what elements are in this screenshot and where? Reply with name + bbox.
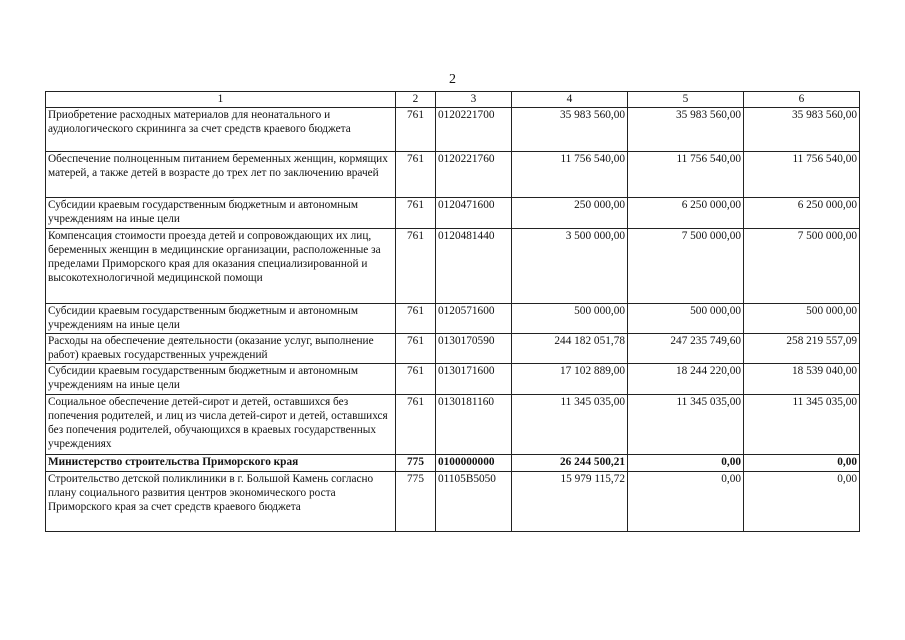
cell-csr: 0130181160 xyxy=(436,395,512,455)
cell-sum-3: 7 500 000,00 xyxy=(744,229,860,304)
table-row xyxy=(46,198,860,229)
table-row xyxy=(46,395,860,455)
cell-grbs: 761 xyxy=(396,229,436,304)
table-row xyxy=(46,304,860,334)
cell-sum-2: 0,00 xyxy=(628,455,744,472)
cell-sum-1: 35 983 560,00 xyxy=(512,108,628,152)
cell-grbs: 761 xyxy=(396,108,436,152)
cell-csr: 0120571600 xyxy=(436,304,512,334)
column-header-5: 5 xyxy=(628,92,744,108)
cell-grbs: 775 xyxy=(396,455,436,472)
cell-sum-1: 11 345 035,00 xyxy=(512,395,628,455)
cell-csr: 0130170590 xyxy=(436,334,512,364)
cell-sum-3: 0,00 xyxy=(744,472,860,532)
cell-name: Строительство детской поликлиники в г. Большой Камень согласно плану социального развития центров экономического роста Приморского края за счет средств краевого бюджета xyxy=(46,472,396,532)
cell-sum-1: 244 182 051,78 xyxy=(512,334,628,364)
cell-grbs: 761 xyxy=(396,334,436,364)
cell-grbs: 775 xyxy=(396,472,436,532)
cell-csr: 0120481440 xyxy=(436,229,512,304)
cell-csr: 0120221760 xyxy=(436,152,512,198)
budget-table xyxy=(45,91,860,532)
cell-grbs: 761 xyxy=(396,364,436,395)
cell-sum-3: 0,00 xyxy=(744,455,860,472)
cell-sum-2: 6 250 000,00 xyxy=(628,198,744,229)
column-header-3: 3 xyxy=(436,92,512,108)
cell-grbs: 761 xyxy=(396,198,436,229)
column-header-4: 4 xyxy=(512,92,628,108)
cell-sum-2: 11 345 035,00 xyxy=(628,395,744,455)
cell-csr: 01105B5050 xyxy=(436,472,512,532)
cell-name: Социальное обеспечение детей-сирот и детей, оставшихся без попечения родителей, и лиц из числа детей-сирот и детей, оставшихся без попечения родителей, обучающихся в краевых государственных учреждениях xyxy=(46,395,396,455)
cell-grbs: 761 xyxy=(396,304,436,334)
table-row-section-total xyxy=(46,455,860,472)
cell-name: Субсидии краевым государственным бюджетным и автономным учреждениям на иные цели xyxy=(46,304,396,334)
cell-sum-1: 500 000,00 xyxy=(512,304,628,334)
cell-csr: 0100000000 xyxy=(436,455,512,472)
cell-sum-1: 250 000,00 xyxy=(512,198,628,229)
column-header-1: 1 xyxy=(46,92,396,108)
cell-sum-1: 26 244 500,21 xyxy=(512,455,628,472)
cell-sum-3: 6 250 000,00 xyxy=(744,198,860,229)
cell-name: Субсидии краевым государственным бюджетным и автономным учреждениям на иные цели xyxy=(46,198,396,229)
cell-name: Приобретение расходных материалов для неонатального и аудиологического скрининга за счет средств краевого бюджета xyxy=(46,108,396,152)
cell-sum-3: 258 219 557,09 xyxy=(744,334,860,364)
cell-sum-1: 3 500 000,00 xyxy=(512,229,628,304)
cell-sum-1: 15 979 115,72 xyxy=(512,472,628,532)
cell-sum-3: 35 983 560,00 xyxy=(744,108,860,152)
table-row xyxy=(46,229,860,304)
table-row xyxy=(46,152,860,198)
page-number: 2 xyxy=(449,72,456,87)
cell-name: Обеспечение полноценным питанием беременных женщин, кормящих матерей, а также детей в возрасте до трех лет по заключению врачей xyxy=(46,152,396,198)
cell-name: Расходы на обеспечение деятельности (оказание услуг, выполнение работ) краевых государственных учреждений xyxy=(46,334,396,364)
cell-grbs: 761 xyxy=(396,395,436,455)
cell-sum-3: 11 345 035,00 xyxy=(744,395,860,455)
cell-csr: 0120471600 xyxy=(436,198,512,229)
cell-csr: 0130171600 xyxy=(436,364,512,395)
cell-name: Министерство строительства Приморского края xyxy=(46,455,396,472)
cell-sum-2: 11 756 540,00 xyxy=(628,152,744,198)
cell-sum-2: 18 244 220,00 xyxy=(628,364,744,395)
table-body xyxy=(46,108,860,532)
cell-sum-3: 11 756 540,00 xyxy=(744,152,860,198)
cell-sum-3: 500 000,00 xyxy=(744,304,860,334)
cell-sum-2: 0,00 xyxy=(628,472,744,532)
cell-sum-2: 7 500 000,00 xyxy=(628,229,744,304)
cell-name: Субсидии краевым государственным бюджетным и автономным учреждениям на иные цели xyxy=(46,364,396,395)
column-header-6: 6 xyxy=(744,92,860,108)
cell-sum-1: 11 756 540,00 xyxy=(512,152,628,198)
cell-sum-3: 18 539 040,00 xyxy=(744,364,860,395)
table-row xyxy=(46,364,860,395)
cell-csr: 0120221700 xyxy=(436,108,512,152)
table-row xyxy=(46,108,860,152)
cell-sum-2: 247 235 749,60 xyxy=(628,334,744,364)
cell-grbs: 761 xyxy=(396,152,436,198)
cell-sum-2: 35 983 560,00 xyxy=(628,108,744,152)
column-header-2: 2 xyxy=(396,92,436,108)
table-row xyxy=(46,472,860,532)
header-row xyxy=(46,92,860,108)
cell-sum-1: 17 102 889,00 xyxy=(512,364,628,395)
cell-sum-2: 500 000,00 xyxy=(628,304,744,334)
table-row xyxy=(46,334,860,364)
cell-name: Компенсация стоимости проезда детей и сопровождающих их лиц, беременных женщин в медицинские организации, расположенные за пределами Приморского края для оказания специализированной и высокотехнологичной медицинской помощи xyxy=(46,229,396,304)
